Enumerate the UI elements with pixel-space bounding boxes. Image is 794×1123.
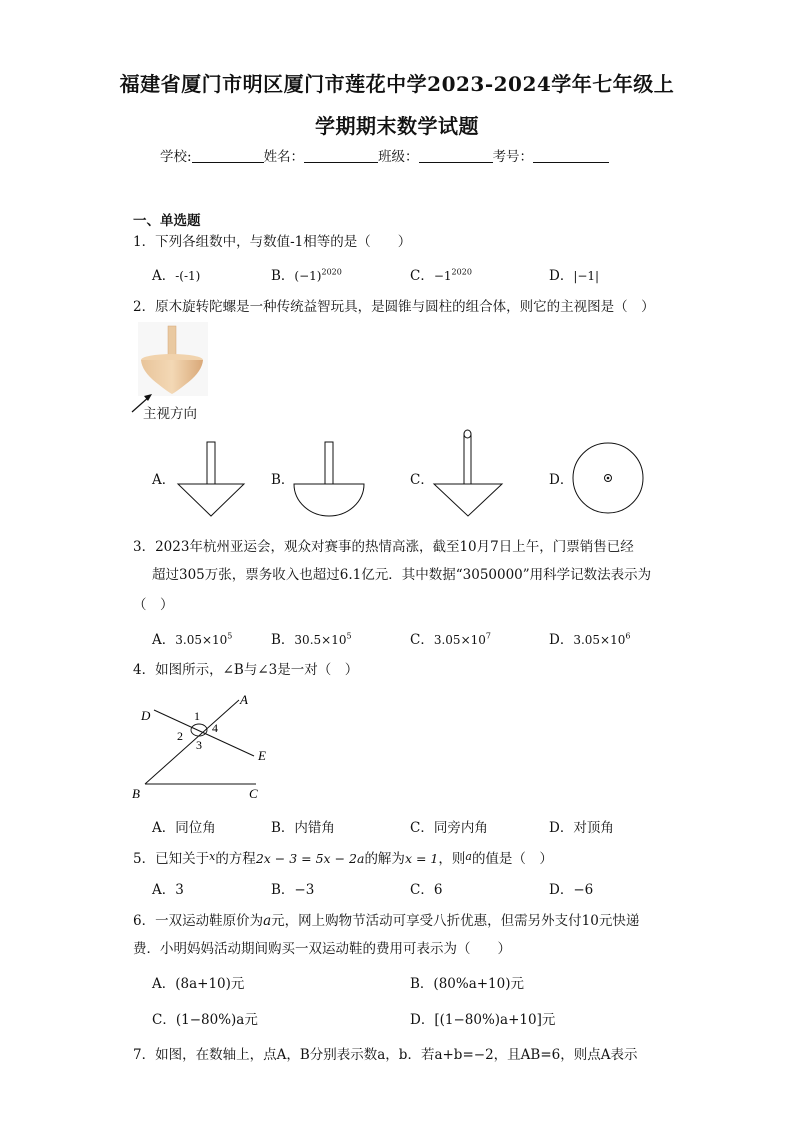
q3-option-a[interactable]: A．$3.05\times 10^5$ (152, 631, 233, 648)
q4-option-b[interactable]: B．内错角 (271, 820, 335, 836)
spinning-top-image (128, 322, 208, 414)
q4-stem: 4．如图所示，∠B与∠3是一对（ ） (133, 662, 359, 678)
angle-2-label: 2 (177, 729, 183, 743)
document-title-line1: 福建省厦门市明区厦门市莲花中学2023-2024学年七年级上 (119, 72, 675, 96)
q2-option-d-label[interactable]: D． (549, 472, 574, 488)
q5-stem: 5．已知关于$^x$的方程2x − 3 = 5x − 2a的解为x = 1，则$^a$的值是（ ） (133, 850, 553, 867)
class-label: 班级： (378, 149, 419, 165)
q4-angle-figure (128, 686, 278, 806)
q6-option-d[interactable]: D．[(1−80%)a+10]元 (410, 1012, 556, 1028)
q5-option-b[interactable]: B．−3 (271, 882, 315, 898)
exam-no-blank[interactable] (533, 148, 609, 163)
q3-option-b[interactable]: B．$30.5\times 10^5$ (271, 631, 352, 648)
q2-option-a-figure[interactable] (176, 438, 246, 518)
q1-stem: 1．下列各组数中，与数值-1相等的是（ ） (133, 234, 412, 250)
section-title: 一、单选题 (133, 213, 201, 229)
q5-option-c[interactable]: C．6 (410, 882, 443, 898)
q2-option-c-figure[interactable] (432, 428, 504, 518)
q3-option-d[interactable]: D．$3.05\times 10^6$ (549, 631, 631, 648)
name-label: 姓名： (263, 149, 305, 165)
q7-stem-line1: 7．如图，在数轴上，点A，B分别表示数a，b．若a+b=−2，且AB=6，则点A表示 (133, 1047, 638, 1063)
point-d-label: D (141, 708, 151, 723)
class-blank[interactable] (419, 148, 493, 163)
q2-option-b-figure[interactable] (292, 438, 366, 518)
q3-stem-line1: 3．2023年杭州亚运会，观众对赛事的热情高涨，截至10月7日上午，门票销售已经 (133, 539, 634, 555)
student-info-line (160, 145, 609, 165)
q2-option-b-label[interactable]: B． (271, 472, 295, 488)
main-view-direction-caption: 主视方向 (143, 406, 197, 422)
q2-option-c-label[interactable]: C． (410, 472, 434, 488)
q3-stem-line3: （ ） (133, 597, 174, 613)
q3-option-c[interactable]: C．$3.05\times 10^7$ (410, 631, 491, 648)
q4-option-a[interactable]: A．同位角 (152, 820, 216, 836)
school-label: 学校: (160, 149, 192, 165)
q3-stem-line2: 超过305万张，票务收入也超过6.1亿元．其中数据“3050000”用科学记数法表示为 (152, 567, 652, 583)
point-e-label: E (258, 748, 266, 763)
q6-stem-line1: 6．一双运动鞋原价为a元，网上购物节活动可享受八折优惠，但需另外支付10元快递 (133, 913, 640, 929)
q2-option-d-figure[interactable] (570, 440, 646, 516)
name-blank[interactable] (304, 148, 378, 163)
point-b-label: B (132, 786, 140, 801)
q2-stem: 2．原木旋转陀螺是一种传统益智玩具，是圆锥与圆柱的组合体，则它的主视图是（ ） (133, 299, 655, 315)
point-a-label: A (240, 692, 248, 707)
q6-stem-line2: 费．小明妈妈活动期间购买一双运动鞋的费用可表示为（ ） (133, 941, 511, 957)
angle-3-label: 3 (196, 738, 202, 752)
angle-4-label: 4 (212, 721, 218, 735)
angle-1-label: 1 (194, 709, 200, 723)
q1-option-a[interactable]: A．-(-1) (152, 268, 201, 284)
q2-option-a-label[interactable]: A． (152, 472, 176, 488)
document-title-line2: 学期期末数学试题 (315, 114, 479, 138)
exam-no-label: 考号： (492, 149, 534, 165)
q4-option-c[interactable]: C．同旁内角 (410, 820, 488, 836)
point-c-label: C (249, 786, 258, 801)
q5-option-d[interactable]: D．−6 (549, 882, 594, 898)
q6-option-b[interactable]: B．(80%a+10)元 (410, 976, 524, 992)
q6-option-c[interactable]: C．(1−80%)a元 (152, 1012, 258, 1028)
q5-option-a[interactable]: A．3 (152, 882, 184, 898)
q1-option-d[interactable]: D．|−1| (549, 268, 600, 284)
q4-option-d[interactable]: D．对顶角 (549, 820, 614, 836)
q6-option-a[interactable]: A．(8a+10)元 (152, 976, 245, 992)
q1-option-c[interactable]: C．$-1^{2020}$ (410, 267, 472, 284)
school-blank[interactable] (192, 148, 264, 163)
q1-option-b[interactable]: B．$(-1)^{2020}$ (271, 267, 342, 284)
